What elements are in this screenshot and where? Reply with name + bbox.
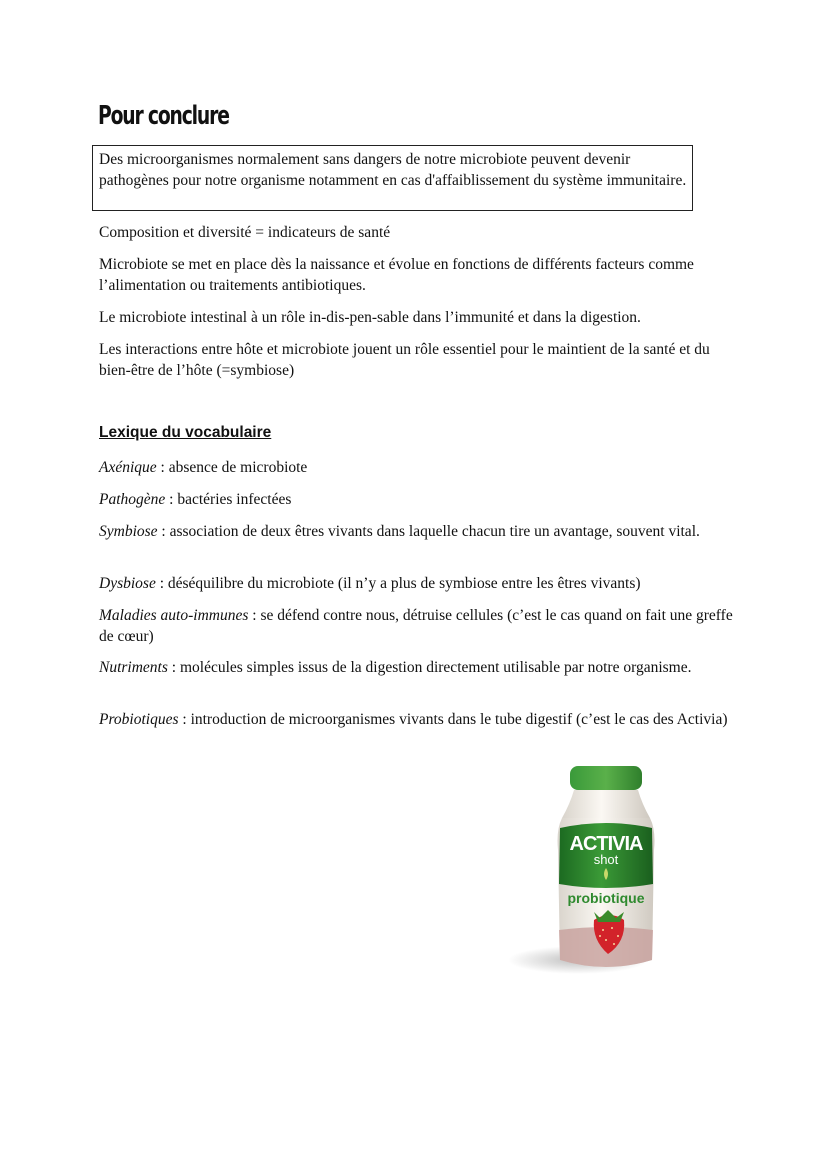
term: Symbiose — [99, 523, 158, 540]
lexique-entry-symbiose — [99, 521, 739, 542]
definition: : se défend contre nous, détruise cellules (c’est le cas quand on fait une greffe de cœur) — [99, 607, 733, 645]
lexique-heading: Lexique du vocabulaire — [99, 424, 272, 441]
paragraph-composition: Composition et diversité = indicateurs de santé — [99, 224, 391, 241]
summary-box: Des microorganismes normalement sans dangers de notre microbiote peuvent devenir pathogènes pour notre organisme notamment en cas d'affaiblissement du système immunitaire. — [92, 145, 693, 211]
term: Pathogène — [99, 491, 166, 508]
lexique-entry-axenique — [99, 457, 739, 478]
shot-text: shot — [593, 852, 619, 867]
definition: : déséquilibre du microbiote (il n’y a plus de symbiose entre les êtres vivants) — [155, 575, 641, 592]
brand-text: ACTIVIA — [569, 833, 643, 855]
term: Nutriments — [99, 659, 168, 676]
paragraph-role-intestinal: Le microbiote intestinal à un rôle in-dis-pen-sable dans l’immunité et dans la digestion. — [99, 309, 641, 326]
lexique-entry-probiotiques — [99, 709, 739, 730]
page-title: Pour conclure — [98, 101, 229, 131]
paragraph-microbiote-naissance: Microbiote se met en place dès la naissance et évolue en fonctions de différents facteurs comme l’alimentation ou traitements antibiotiques. — [99, 256, 694, 294]
lexique-entry-pathogene — [99, 489, 739, 510]
term: Dysbiose — [99, 575, 156, 592]
definition: : bactéries infectées — [165, 491, 292, 508]
definition: : absence de microbiote — [156, 459, 308, 476]
probiotique-text: probiotique — [567, 890, 645, 906]
term: Maladies auto-immunes — [99, 607, 249, 624]
bottle-neck — [562, 790, 650, 818]
lexique-entry-nutriments — [99, 657, 739, 678]
term: Axénique — [99, 459, 157, 476]
definition: : molécules simples issus de la digestion directement utilisable par notre organisme. — [167, 659, 692, 676]
lexique-entry-maladies-auto-immunes — [99, 605, 739, 647]
definition: : introduction de microorganismes vivants dans le tube digestif (c’est le cas des Activia) — [178, 711, 728, 728]
lexique-entry-dysbiose — [99, 573, 739, 594]
paragraph-interactions: Les interactions entre hôte et microbiote jouent un rôle essentiel pour le maintient de la santé et du bien-être de l’hôte (=symbiose) — [99, 341, 710, 379]
activia-bottle-image — [508, 760, 708, 985]
term: Probiotiques — [99, 711, 179, 728]
bottle-cap — [570, 766, 642, 790]
definition: : association de deux êtres vivants dans laquelle chacun tire un avantage, souvent vital. — [157, 523, 700, 540]
